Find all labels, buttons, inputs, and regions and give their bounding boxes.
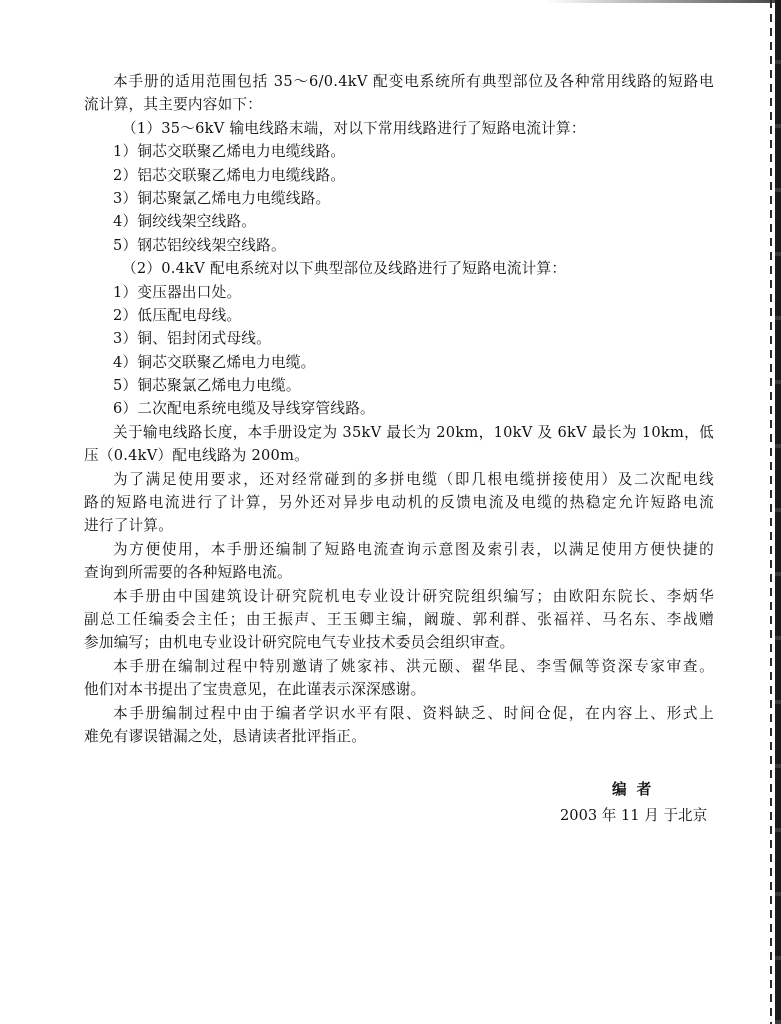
paragraph-apology-line-1: 本手册编制过程中由于编者学识水平有限、资料缺乏、时间仓促，在内容上、形式上 (113, 704, 714, 722)
paragraph-authorship-line-3: 参加编写；由机电专业设计研究院电气专业技术委员会组织审查。 (84, 634, 515, 652)
signature-block (560, 777, 720, 829)
scan-edge-right (775, 0, 781, 1024)
paragraph-authorship-line-1: 本手册由中国建筑设计研究院机电专业设计研究院组织编写；由欧阳东院长、李炳华 (113, 587, 714, 605)
list-item: 4）铜绞线架空线路。 (113, 213, 257, 231)
list-item: 4）铜芯交联聚乙烯电力电缆。 (113, 353, 316, 371)
scan-edge-right-inner (770, 0, 772, 1024)
list-item: 5）钢芯铝绞线架空线路。 (113, 236, 286, 254)
list-item: 6）二次配电系统电缆及导线穿管线路。 (113, 400, 375, 418)
paragraph-review-line-1: 本手册在编制过程中特别邀请了姚家祎、洪元颐、翟华昆、李雪佩等资深专家审查。 (113, 657, 714, 675)
paragraph-apology-line-2: 难免有谬误错漏之处，恳请读者批评指正。 (84, 727, 367, 745)
author-label: 编者 (612, 781, 662, 798)
paragraph-requirements-line-1: 为了满足使用要求，还对经常碰到的多拼电缆（即几根电缆拼接使用）及二次配电线 (113, 470, 714, 488)
list-item: 3）铜、铝封闭式母线。 (113, 330, 271, 348)
paragraph-length-line-2: 压（0.4kV）配电线路为 200m。 (84, 447, 310, 465)
section-1-heading: （1）35～6kV 输电线路末端，对以下常用线路进行了短路电流计算： (122, 119, 586, 137)
paragraph-review-line-2: 他们对本书提出了宝贵意见，在此谨表示深深感谢。 (84, 681, 426, 699)
section-2-heading: （2）0.4kV 配电系统对以下典型部位及线路进行了短路电流计算： (122, 260, 567, 278)
paragraph-scope-line-1: 本手册的适用范围包括 35～6/0.4kV 配变电系统所有典型部位及各种常用线路的短路电 (113, 73, 714, 90)
date-place: 2003 年 11 月 于北京 (560, 807, 708, 824)
paragraph-requirements-line-2: 路的短路电流进行了计算，另外还对异步电动机的反馈电流及电缆的热稳定允许短路电流 (84, 494, 714, 512)
preface-body (84, 70, 714, 748)
paragraph-authorship-line-2: 副总工任编委会主任；由王振声、王玉卿主编，阚璇、郭利群、张福祥、马名东、李战赠 (84, 610, 714, 628)
list-item: 2）铝芯交联聚乙烯电力电缆线路。 (113, 166, 346, 184)
list-item: 2）低压配电母线。 (113, 306, 242, 324)
list-item: 5）铜芯聚氯乙烯电力电缆。 (113, 377, 301, 395)
list-item: 1）铜芯交联聚乙烯电力电缆线路。 (113, 143, 346, 161)
paragraph-convenience-line-2: 查询到所需要的各种短路电流。 (84, 564, 292, 582)
list-item: 3）铜芯聚氯乙烯电力电缆线路。 (113, 189, 331, 207)
scan-edge-top (0, 0, 781, 3)
paragraph-scope-line-2: 流计算，其主要内容如下： (84, 96, 263, 114)
paragraph-requirements-line-3: 进行了计算。 (84, 517, 174, 535)
list-item: 1）变压器出口处。 (113, 283, 242, 301)
paragraph-convenience-line-1: 为方便使用，本手册还编制了短路电流查询示意图及索引表，以满足使用方便快捷的 (113, 540, 714, 558)
paragraph-length-line-1: 关于输电线路长度，本手册设定为 35kV 最长为 20km，10kV 及 6kV 最长为 10km，低 (113, 423, 714, 441)
